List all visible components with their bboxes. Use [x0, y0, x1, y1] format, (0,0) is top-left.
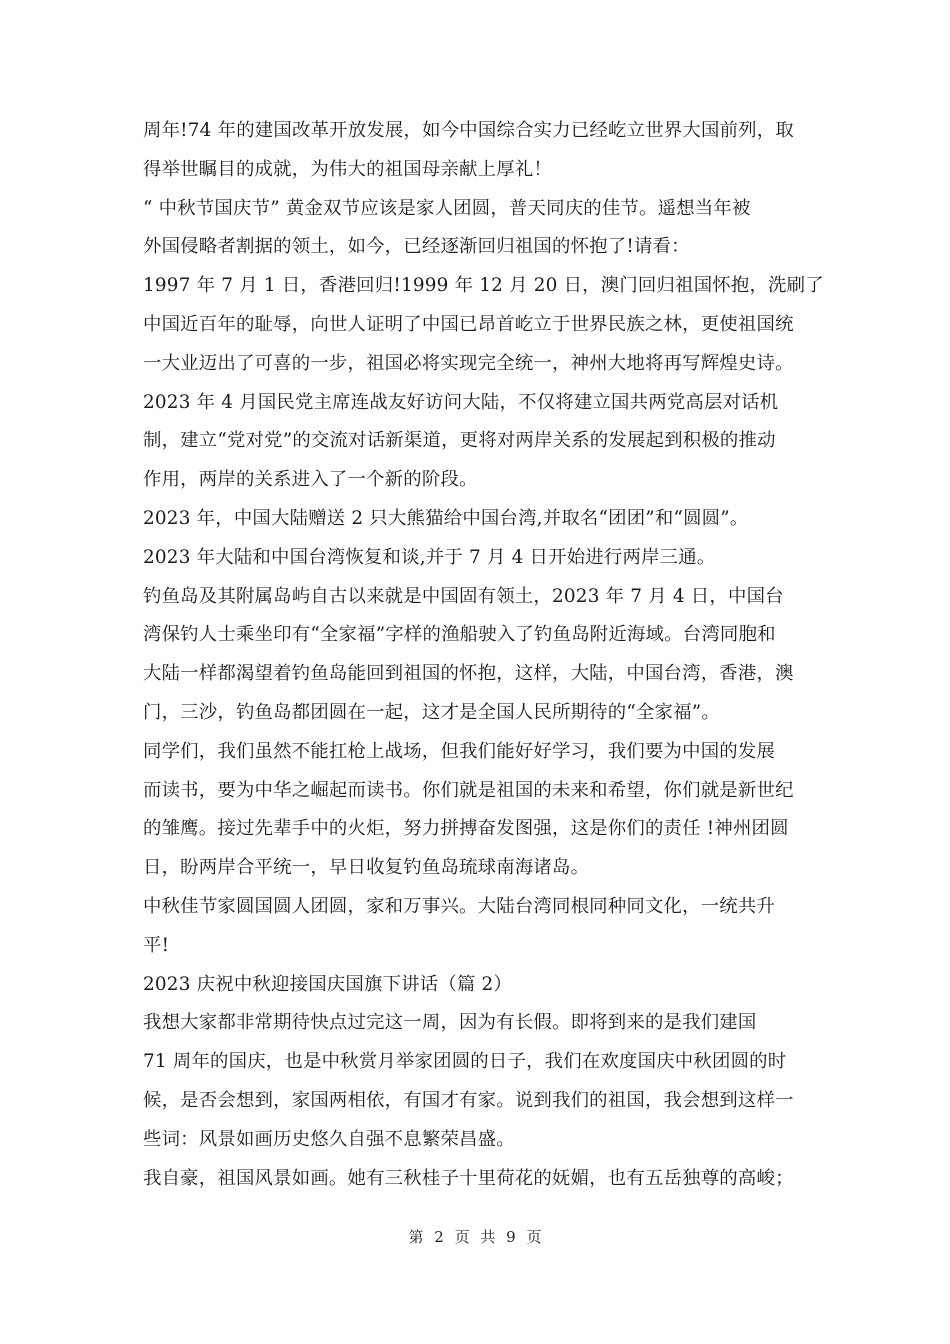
text-line: 我自豪，祖国风景如画。她有三秋桂子十里荷花的妩媚，也有五岳独尊的高峻；	[143, 1167, 794, 1189]
text-line: 71 周年的国庆，也是中秋赏月举家团圆的日子，我们在欢度国庆中秋团圆的时	[143, 1051, 787, 1073]
text-line: 同学们，我们虽然不能扛枪上战场，但我们能好好学习，我们要为中国的发展	[143, 740, 776, 762]
section-heading: 2023 庆祝中秋迎接国庆国旗下讲话（篇 2）	[143, 973, 513, 995]
text-line: 得举世瞩目的成就，为伟大的祖国母亲献上厚礼！	[143, 158, 552, 180]
text-line: 中秋佳节家圆国圆人团圆，家和万事兴。大陆台湾同根同种同文化，一统共升	[143, 895, 776, 917]
text-line: 中国近百年的耻辱，向世人证明了中国已昂首屹立于世界民族之林，更使祖国统	[143, 313, 794, 335]
text-line: 日，盼两岸合平统一，早日收复钓鱼岛琉球南海诸岛。	[143, 857, 590, 879]
text-line: “ 中秋节国庆节” 黄金双节应该是家人团圆，普天同庆的佳节。遥想当年被	[143, 197, 751, 219]
text-line: 湾保钓人士乘坐印有“全家福”字样的渔船驶入了钓鱼岛附近海域。台湾同胞和	[143, 624, 776, 646]
text-line: 大陆一样都渴望着钓鱼岛能回到祖国的怀抱，这样，大陆，中国台湾，香港，澳	[143, 663, 794, 685]
text-line: 周年!74 年的建国改革开放发展，如今中国综合实力已经屹立世界大国前列，取	[143, 120, 794, 141]
text-line: 候，是否会想到，家国两相依，有国才有家。说到我们的祖国，我会想到这样一	[143, 1089, 794, 1111]
text-line: 而读书，要为中华之崛起而读书。你们就是祖国的未来和希望，你们就是新世纪	[143, 779, 794, 801]
text-line: 些词：风景如画历史悠久自强不息繁荣昌盛。	[143, 1128, 515, 1150]
document-body	[143, 112, 824, 1198]
text-line: 平!	[143, 934, 170, 956]
text-line: 外国侵略者割据的领土，如今，已经逐渐回归祖国的怀抱了!请看：	[143, 236, 690, 258]
text-line: 2023 年 4 月国民党主席连战友好访问大陆，不仅将建立国共两党高层对话机	[143, 391, 779, 413]
text-line: 1997 年 7 月 1 日，香港回归!1999 年 12 月 20 日，澳门回归祖国怀抱，洗刷了	[143, 275, 824, 297]
text-line: 门，三沙，钓鱼岛都团圆在一起，这才是全国人民所期待的“全家福”。	[143, 701, 720, 723]
text-line: 钓鱼岛及其附属岛屿自古以来就是中国固有领土，2023 年 7 月 4 日，中国台	[143, 585, 784, 607]
page-number-footer: 第 2 页 共 9 页	[408, 1228, 542, 1246]
text-line: 2023 年大陆和中国台湾恢复和谈,并于 7 月 4 日开始进行两岸三通。	[143, 546, 716, 568]
text-line: 我想大家都非常期待快点过完这一周，因为有长假。即将到来的是我们建国	[143, 1012, 757, 1034]
text-line: 2023 年，中国大陆赠送 2 只大熊猫给中国台湾,并取名“团团”和“圆圆”。	[143, 507, 749, 529]
text-line: 制，建立“党对党”的交流对话新渠道，更将对两岸关系的发展起到积极的推动	[143, 430, 776, 452]
text-line: 作用，两岸的关系进入了一个新的阶段。	[143, 469, 478, 491]
text-line: 的雏鹰。接过先辈手中的火炬，努力拼搏奋发图强，这是你们的责任 !神州团圆	[143, 818, 789, 840]
text-line: 一大业迈出了可喜的一步，祖国必将实现完全统一，神州大地将再写辉煌史诗。	[143, 352, 794, 374]
